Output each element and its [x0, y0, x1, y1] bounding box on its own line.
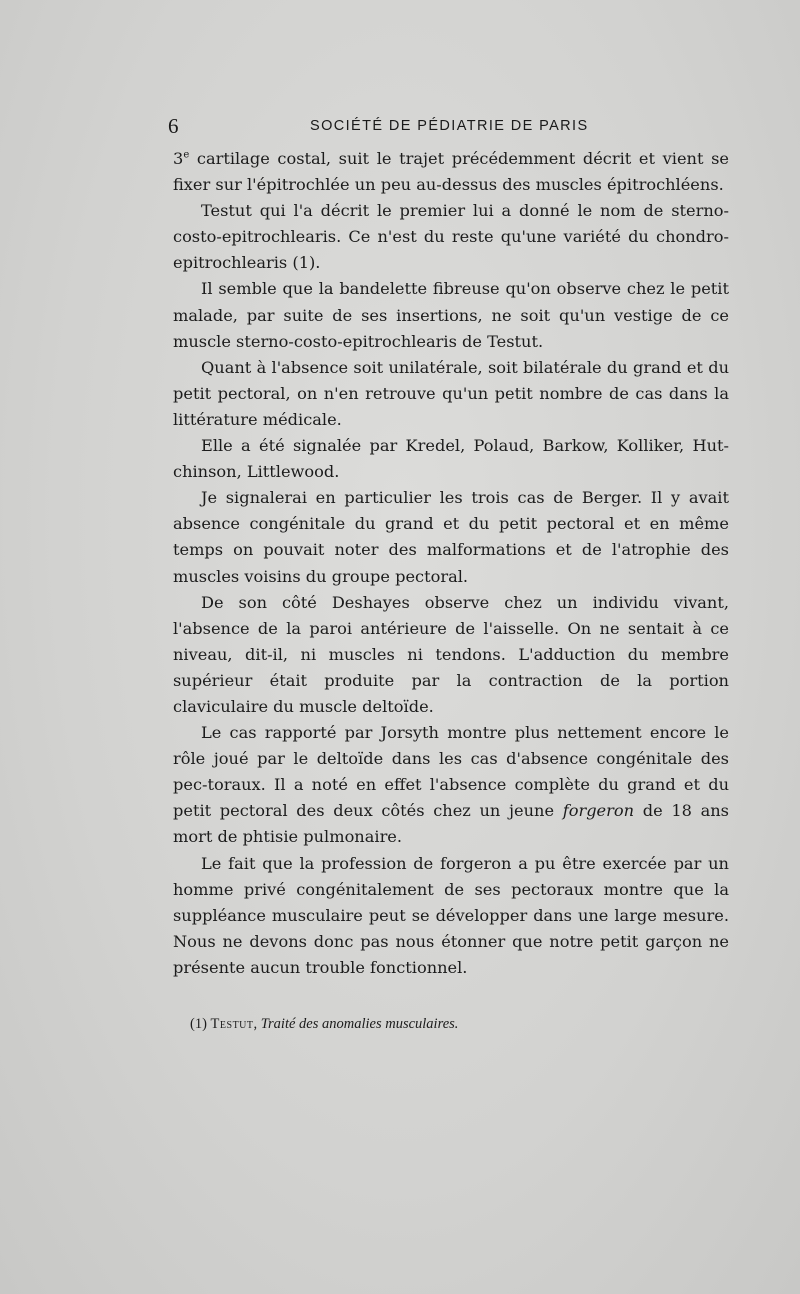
paragraph: Testut qui l'a décrit le premier lui a donné le nom de sterno-costo-epitrochlearis. Ce n'est du reste qu'une variété du chondro-epitrochlearis (1). [173, 201, 729, 273]
page-header [168, 114, 728, 140]
footnote-marker: (1) [190, 1016, 207, 1032]
paragraph: De son côté Deshayes observe chez un individu vivant, l'absence de la paroi antérieure de l'aisselle. On ne sentait à ce niveau, dit-il, ni muscles ni tendons. L'adduction du membre supérieur était produite par la contraction de la portion claviculaire du muscle deltoïde. [173, 592, 729, 716]
body-text [173, 146, 729, 981]
footnote-author: Testut [210, 1016, 254, 1032]
paragraph: Elle a été signalée par Kredel, Polaud, Barkow, Kolliker, Hut-chinson, Littlewood. [173, 436, 729, 482]
italic-word: forgeron [562, 801, 635, 821]
page-number: 6 [168, 114, 179, 138]
paragraph: Il semble que la bandelette fibreuse qu'on observe chez le petit malade, par suite de ses insertions, ne soit qu'un vestige de ce muscle sterno-costo-epitrochlearis de Testut. [173, 279, 729, 351]
footnote: (1) Testut, Traité des anomalies musculaires. [190, 1016, 459, 1032]
paragraph: Quant à l'absence soit unilatérale, soit bilatérale du grand et du petit pectoral, on n'en retrouve qu'un petit nombre de cas dans la littérature médicale. [173, 357, 729, 429]
paragraph: Le cas rapporté par Jorsyth montre plus nettement encore le rôle joué par le deltoïde dans les cas d'absence congénitale des pec-toraux. Il a noté en effet l'absence complète du grand et du petit pectoral des deux côtés chez un jeune forgeron de 18 ans mort de phtisie pulmonaire. [173, 723, 729, 847]
paragraph: 3e cartilage costal, suit le trajet précédemment décrit et vient se fixer sur l'épitrochlée un peu au-dessus des muscles épitrochléens. [173, 149, 729, 195]
paragraph: Le fait que la profession de forgeron a pu être exercée par un homme privé congénitalement de ses pectoraux montre que la suppléance musculaire peut se développer dans une large mesure. Nous ne devons donc pas nous étonner que notre petit garçon ne présente aucun trouble fonctionnel. [173, 853, 729, 977]
running-title: SOCIÉTÉ DE PÉDIATRIE DE PARIS [310, 118, 589, 134]
paragraph: Je signalerai en particulier les trois cas de Berger. Il y avait absence congénitale du grand et du petit pectoral et en même temps on pouvait noter des malformations et de l'atrophie des muscles voisins du groupe pectoral. [173, 488, 729, 586]
footnote-title: Traité des anomalies musculaires. [260, 1016, 459, 1032]
